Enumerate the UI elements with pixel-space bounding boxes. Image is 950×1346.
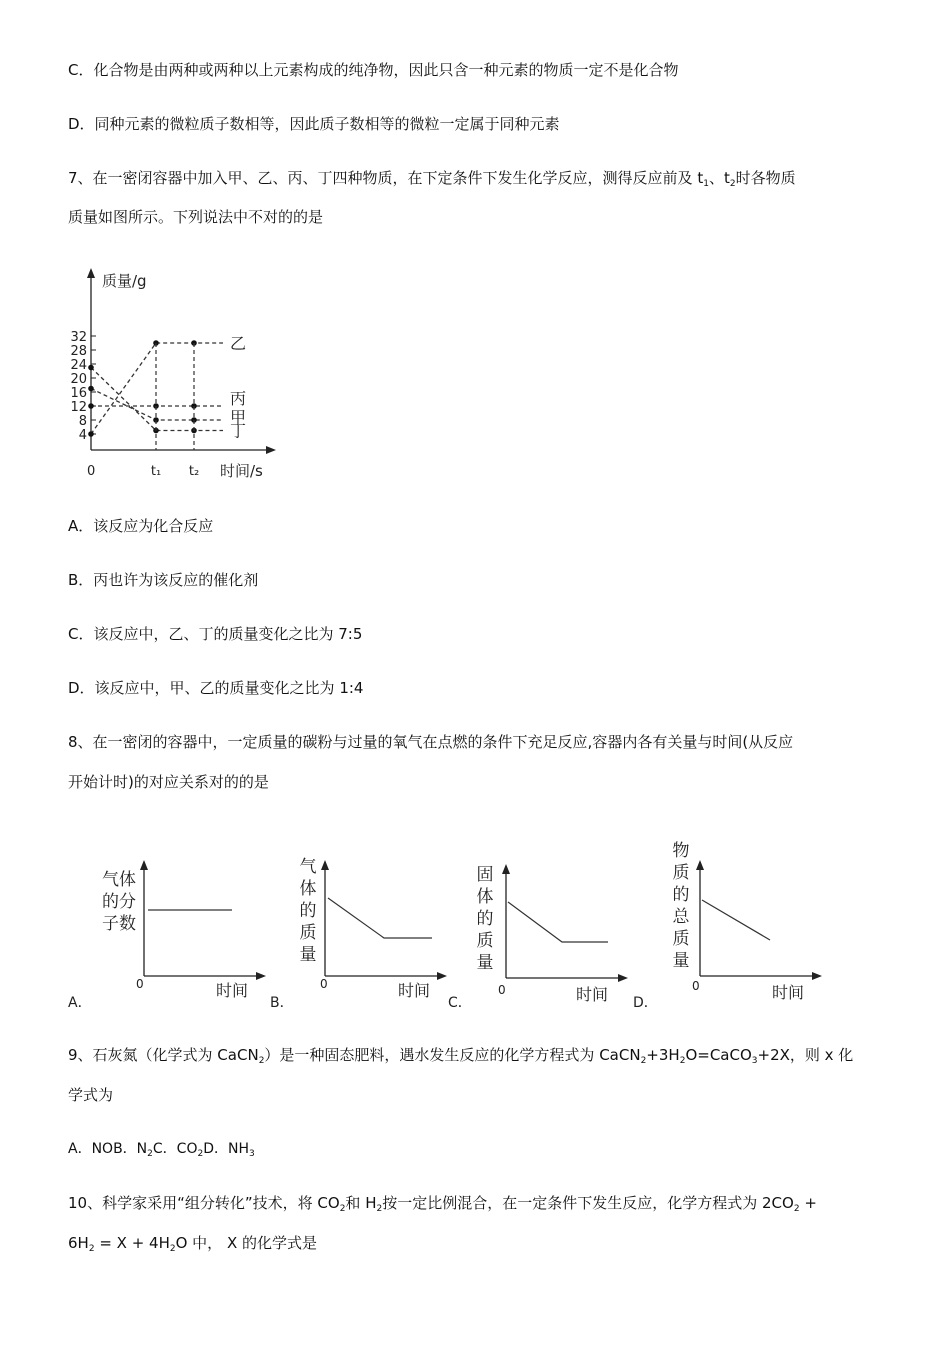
x-axis-arrow <box>618 974 628 982</box>
y-axis-label: 质 <box>476 931 494 951</box>
q9-opt-text: C．CO <box>152 1141 198 1157</box>
y-axis-label: 总 <box>672 907 690 927</box>
y-tick-label: 16 <box>70 386 87 401</box>
x-axis-arrow <box>812 972 822 980</box>
origin-label: 0 <box>136 977 144 991</box>
origin-label: 0 <box>692 979 700 993</box>
graph-line <box>702 900 770 940</box>
y-axis-arrow <box>87 268 95 278</box>
q10-subscript: 2 <box>169 1244 176 1254</box>
origin-label: 0 <box>87 464 96 479</box>
q9-text: ）是一种固态肥料，遇水发生反应的化学方程式为 CaCN <box>264 1046 641 1064</box>
q9-subscript: 2 <box>258 1056 265 1066</box>
q7-text: 、t <box>708 169 730 187</box>
x-axis-label: 时间 <box>771 983 805 1002</box>
graph-line <box>508 902 608 942</box>
y-tick-label: 20 <box>70 372 87 387</box>
q9-subscript: 2 <box>197 1149 204 1159</box>
q9-options <box>68 1139 255 1164</box>
q10-subscript: 2 <box>88 1244 95 1254</box>
q9-stem-line1 <box>68 1045 853 1071</box>
x-axis-arrow <box>256 972 266 980</box>
q8-stem-line2: 开始计时)的对应关系对的的是 <box>68 773 269 791</box>
y-axis-label: 的 <box>476 909 494 929</box>
q9-subscript: 3 <box>751 1056 758 1066</box>
option-letter: B． <box>270 995 294 1011</box>
q6-option-d: D．同种元素的微粒质子数相等，因此质子数相等的微粒一定属于同种元素 <box>68 115 560 133</box>
q10-text: 按一定比例混合，在一定条件下发生反应，化学方程式为 2CO <box>382 1194 794 1212</box>
y-axis-arrow <box>140 860 148 870</box>
x-axis-label: 时间 <box>215 981 249 1000</box>
q7-option-a: A．该反应为化合反应 <box>68 517 214 535</box>
y-axis-arrow <box>502 864 510 874</box>
y-axis-label: 气 <box>299 857 317 877</box>
x-axis-label: 时间 <box>575 985 609 1004</box>
y-axis-label: 质 <box>299 923 317 943</box>
q7-subscript: 1 <box>703 179 709 189</box>
q10-text: O 中， X 的化学式是 <box>175 1234 317 1252</box>
q10-subscript: 2 <box>793 1204 800 1214</box>
q9-subscript: 2 <box>679 1056 686 1066</box>
q10-text: 10、科学家采用“组分转化”技术，将 CO <box>68 1194 340 1212</box>
q8-stem-line1: 8、在一密闭的容器中，一定质量的碳粉与过量的氧气在点燃的条件下充足反应,容器内各有关量与时间(从反应 <box>68 733 794 751</box>
option-letter: A． <box>68 995 92 1011</box>
q7-stem-line2: 质量如图所示。下列说法中不对的的是 <box>68 208 324 226</box>
q10-subscript: 2 <box>376 1204 383 1214</box>
y-axis-label: 子数 <box>102 914 136 934</box>
q9-subscript: 3 <box>248 1149 255 1159</box>
y-axis-label: 量 <box>299 945 317 965</box>
q7-stem-line1 <box>68 168 796 194</box>
q9-opt-text: A．NOB．N <box>68 1141 148 1157</box>
q10-text: 和 H <box>345 1194 377 1212</box>
y-axis-label: 质量/g <box>102 272 147 290</box>
data-point <box>88 386 94 392</box>
x-axis-arrow <box>266 446 276 454</box>
x-tick-label: t₁ <box>150 464 162 479</box>
y-axis-label: 的 <box>672 885 690 905</box>
q6-option-c: C．化合物是由两种或两种以上元素构成的纯净物，因此只含一种元素的物质一定不是化合物 <box>68 61 679 79</box>
y-axis-label: 质 <box>672 929 690 949</box>
series-label: 乙 <box>230 334 247 353</box>
y-tick-label: 8 <box>78 414 87 429</box>
y-axis-label: 质 <box>672 863 690 883</box>
q10-subscript: 2 <box>339 1204 346 1214</box>
q7-option-b: B．丙也许为该反应的催化剂 <box>68 571 259 589</box>
q7-text: 7、在一密闭容器中加入甲、乙、丙、丁四种物质，在下定条件下发生化学反应，测得反应前及 t <box>68 169 704 187</box>
data-point <box>88 403 94 409</box>
q9-text: +2X，则 x 化 <box>757 1046 854 1064</box>
y-axis-arrow <box>696 860 704 870</box>
q10-text: = X + 4H <box>94 1234 170 1252</box>
origin-label: 0 <box>320 977 328 991</box>
y-tick-label: 12 <box>70 400 87 415</box>
q9-stem-line2: 学式为 <box>68 1086 114 1104</box>
series-label: 甲 <box>230 408 247 427</box>
q9-opt-text: D．NH <box>203 1141 249 1157</box>
q9-text: O=CaCO <box>685 1046 752 1064</box>
q7-mass-time-chart <box>58 262 288 492</box>
data-point <box>88 431 94 437</box>
y-axis-label: 物 <box>672 841 690 861</box>
x-tick-label: t₂ <box>188 464 200 479</box>
x-axis-label: 时间 <box>397 981 431 1000</box>
q7-option-d: D．该反应中，甲、乙的质量变化之比为 1:4 <box>68 679 364 697</box>
q10-text: 6H <box>68 1234 89 1252</box>
x-axis-label: 时间/s <box>220 462 263 480</box>
x-axis-arrow <box>437 972 447 980</box>
y-axis-label: 的分 <box>102 892 136 912</box>
q9-subscript: 2 <box>147 1149 153 1159</box>
data-point <box>88 365 94 371</box>
q7-text: 时各物质 <box>735 169 796 187</box>
y-tick-label: 28 <box>70 344 87 359</box>
y-tick-label: 32 <box>70 330 87 345</box>
origin-label: 0 <box>498 983 506 997</box>
q8-option-graphs <box>0 830 950 1020</box>
y-axis-label: 的 <box>299 901 317 921</box>
y-tick-label: 24 <box>70 358 87 373</box>
series-label: 丁 <box>230 421 247 441</box>
q10-stem-line2 <box>68 1233 317 1259</box>
y-axis-arrow <box>321 860 329 870</box>
y-axis-label: 气体 <box>102 870 136 890</box>
q9-subscript: 2 <box>640 1056 647 1066</box>
option-letter: D． <box>633 995 658 1011</box>
q10-text: + <box>799 1194 817 1212</box>
q9-text: +3H <box>646 1046 680 1064</box>
graph-line <box>328 898 432 938</box>
y-axis-label: 量 <box>476 953 494 973</box>
q7-subscript: 2 <box>729 179 736 189</box>
y-axis-label: 量 <box>672 951 690 971</box>
series-label: 丙 <box>230 389 247 408</box>
y-axis-label: 体 <box>299 879 317 899</box>
q7-option-c: C．该反应中，乙、丁的质量变化之比为 7:5 <box>68 625 363 643</box>
y-tick-label: 4 <box>78 428 87 443</box>
option-letter: C． <box>448 995 472 1011</box>
q9-text: 9、石灰氮（化学式为 CaCN <box>68 1046 259 1064</box>
y-axis-label: 固 <box>476 865 494 885</box>
y-axis-label: 体 <box>476 887 494 907</box>
q10-stem-line1 <box>68 1193 817 1219</box>
